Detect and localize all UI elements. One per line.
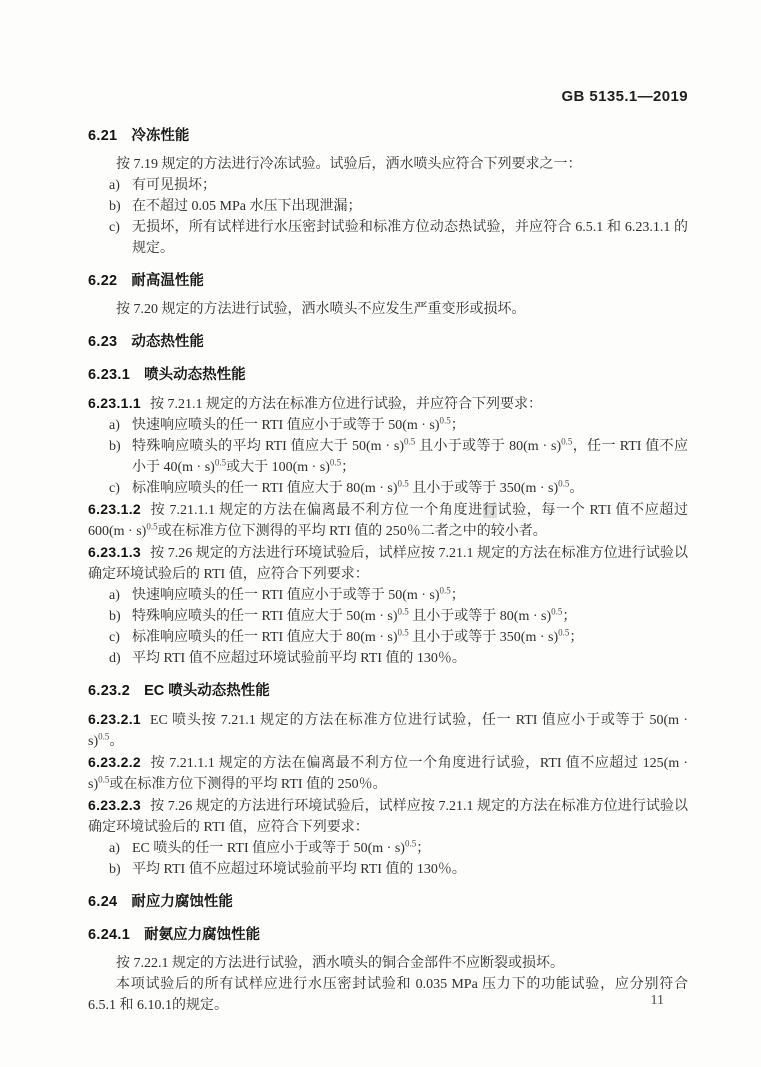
clause-number: 6.23.2.1 <box>88 711 141 727</box>
heading-number: 6.22 <box>88 273 118 289</box>
scan-artifact-highlight: 行 <box>482 503 498 518</box>
clause-number: 6.23.2.3 <box>88 797 141 813</box>
list-item-c <box>88 627 688 648</box>
heading-number: 6.23.1 <box>88 367 131 383</box>
list-item-a <box>88 838 688 859</box>
list-item-d <box>88 648 688 669</box>
list-item-b <box>88 859 688 880</box>
section-heading-6-23 <box>88 332 688 353</box>
clause-6-23-1-3: 6.23.1.3 按 7.26 规定的方法进行环境试验后，试样应按 7.21.1 规定的方法在标准方位进行试验以确定环境试验后的 RTI 值，应符合下列要求： <box>88 544 688 582</box>
superscript-exponent: 0.5 <box>561 436 573 447</box>
paragraph: 按 7.22.1 规定的方法进行试验，洒水喷头的铜合金部件不应断裂或损坏。 <box>116 956 564 971</box>
heading-title: 动态热性能 <box>131 334 204 350</box>
heading-number: 6.21 <box>88 128 118 144</box>
list-item-b <box>88 196 688 217</box>
superscript-exponent: 0.5 <box>329 457 342 468</box>
list-item-label: b) <box>109 199 121 214</box>
section-heading-6-24 <box>88 892 688 913</box>
list-item-label: b) <box>109 609 121 624</box>
document-blocks <box>88 126 688 1016</box>
list-item-text: 快速响应喷头的任一 RTI 值应小于或等于 $50(m \cdot s)^{0.5}$； <box>132 585 465 603</box>
list-item-text: 特殊响应喷头的任一 RTI 值应大于 $50(m \cdot s)^{0.5}$ 且小于或等于 $80(m \cdot s)^{0.5}$； <box>132 606 577 624</box>
superscript-exponent: 0.5 <box>98 731 110 742</box>
heading-number: 6.23 <box>88 334 118 350</box>
superscript-exponent: 0.5 <box>397 478 409 489</box>
list-item-c <box>88 478 688 499</box>
list-item-text: 标准响应喷头的任一 RTI 值应大于 $80(m \cdot s)^{0.5}$ 且小于或等于 $350(m \cdot s)^{0.5}$。 <box>132 478 584 496</box>
list-item-label: b) <box>109 439 121 454</box>
superscript-exponent: 0.5 <box>439 585 451 596</box>
paragraph: 按 7.19 规定的方法进行冷冻试验。试验后，洒水喷头应符合下列要求之一： <box>116 157 582 172</box>
section-heading-6-23-2 <box>88 681 688 702</box>
clause-6-23-2-3: 6.23.2.3 按 7.26 规定的方法进行环境试验后，试样应按 7.21.1 规定的方法在标准方位进行试验以确定环境试验后的 RTI 值，应符合下列要求： <box>88 797 688 835</box>
clause-number: 6.23.2.2 <box>88 754 141 770</box>
superscript-exponent: 0.5 <box>558 627 570 638</box>
section-heading-6-21 <box>88 126 688 147</box>
list-item-label: a) <box>109 588 120 603</box>
list-item-text: 快速响应喷头的任一 RTI 值应小于或等于 $50(m \cdot s)^{0.5}$； <box>132 415 465 433</box>
superscript-exponent: 0.5 <box>397 627 409 638</box>
list-item-label: c) <box>109 220 120 235</box>
list-item-c <box>88 217 688 259</box>
section-heading-6-22 <box>88 271 688 292</box>
heading-number: 6.24.1 <box>88 927 131 943</box>
list-item-label: c) <box>109 630 120 645</box>
list-item-text: EC 喷头的任一 RTI 值应小于或等于 $50(m \cdot s)^{0.5}$； <box>132 838 431 856</box>
heading-number: 6.24 <box>88 894 118 910</box>
list-item-a <box>88 175 688 196</box>
superscript-exponent: 0.5 <box>558 478 570 489</box>
superscript-exponent: 0.5 <box>439 415 451 426</box>
list-item-b <box>88 606 688 627</box>
list-item-text: 有可见损坏； <box>132 178 216 193</box>
heading-title: 喷头动态热性能 <box>144 367 246 383</box>
list-item-text: 平均 RTI 值不应超过环境试验前平均 RTI 值的 130％。 <box>132 862 466 877</box>
clause-number: 6.23.1.1 <box>88 395 141 411</box>
heading-title: EC 喷头动态热性能 <box>144 683 270 699</box>
superscript-exponent: 0.5 <box>214 457 227 468</box>
list-item-label: a) <box>109 178 120 193</box>
section-heading-6-24-1 <box>88 925 688 946</box>
superscript-exponent: 0.5 <box>551 606 563 617</box>
clause-6-23-1-1: 6.23.1.1 按 7.21.1 规定的方法在标准方位进行试验，并应符合下列要求： <box>88 395 542 412</box>
superscript-exponent: 0.5 <box>98 774 110 785</box>
heading-title: 冷冻性能 <box>131 128 190 144</box>
list-item-text: 在不超过 0.05 MPa 水压下出现泄漏； <box>132 199 362 214</box>
section-heading-6-23-1 <box>88 365 688 386</box>
heading-title: 耐氨应力腐蚀性能 <box>144 927 261 943</box>
list-item-text: 标准响应喷头的任一 RTI 值应大于 $80(m \cdot s)^{0.5}$ 且小于或等于 $350(m \cdot s)^{0.5}$； <box>132 627 584 645</box>
paragraph: 本项试验后的所有试样应进行水压密封试验和 0.035 MPa 压力下的功能试验，应分别符合 6.5.1 和 6.10.1的规定。 <box>88 977 688 1013</box>
superscript-exponent: 0.5 <box>404 436 416 447</box>
clause-6-23-2-1: 6.23.2.1 EC 喷头按 7.21.1 规定的方法在标准方位进行试验，任一 RTI 值应小于或等于 $50(m \cdot s)^{0.5}$。 <box>88 711 688 749</box>
page-content <box>88 0 688 1016</box>
list-item-label: c) <box>109 481 120 496</box>
clause-number: 6.23.1.3 <box>88 544 141 560</box>
list-item-text: 特殊响应喷头的平均 RTI 值应大于 $50(m \cdot s)^{0.5}$ 且小于或等于 $80(m \cdot s)^{0.5}$，任一 RTI 值不应小于 $40(m \cdot s)^{0.5}$或大于 $100(m \cdot s)^{0.5}$； <box>132 436 689 475</box>
superscript-exponent: 0.5 <box>146 521 158 532</box>
heading-number: 6.23.2 <box>88 683 131 699</box>
clause-number: 6.23.1.2 <box>88 501 141 517</box>
list-item-label: d) <box>109 651 121 666</box>
heading-title: 耐高温性能 <box>131 273 204 289</box>
list-item-label: a) <box>109 418 120 433</box>
standard-number-header: GB 5135.1—2019 <box>561 88 688 105</box>
list-item-text: 平均 RTI 值不应超过环境试验前平均 RTI 值的 130％。 <box>132 651 466 666</box>
superscript-exponent: 0.5 <box>404 838 417 849</box>
list-item-b <box>88 436 688 478</box>
superscript-exponent: 0.5 <box>397 606 409 617</box>
page-number: 11 <box>650 993 664 1008</box>
paragraph: 按 7.20 规定的方法进行试验，洒水喷头不应发生严重变形或损坏。 <box>116 302 526 317</box>
list-item-text: 无损坏，所有试样进行水压密封试验和标准方位动态热试验，并应符合 6.5.1 和 6.23.1.1 的规定。 <box>132 220 688 256</box>
list-item-label: b) <box>109 862 121 877</box>
heading-title: 耐应力腐蚀性能 <box>131 894 233 910</box>
list-item-a <box>88 585 688 606</box>
clause-6-23-1-2: 6.23.1.2 按 7.21.1.1 规定的方法在偏离最不利方位一个角度进行试验，每一个 RTI 值不应超过 $600(m \cdot s)^{0.5}$或在标准方位下测得的平均 RTI 值的 250％二者之中的较小者。 <box>88 501 689 539</box>
list-item-label: a) <box>109 841 120 856</box>
clause-6-23-2-2: 6.23.2.2 按 7.21.1.1 规定的方法在偏离最不利方位一个角度进行试验，RTI 值不应超过 $125(m \cdot s)^{0.5}$或在标准方位下测得的平均 RTI 值的 250％。 <box>88 754 688 792</box>
list-item-a <box>88 415 688 436</box>
